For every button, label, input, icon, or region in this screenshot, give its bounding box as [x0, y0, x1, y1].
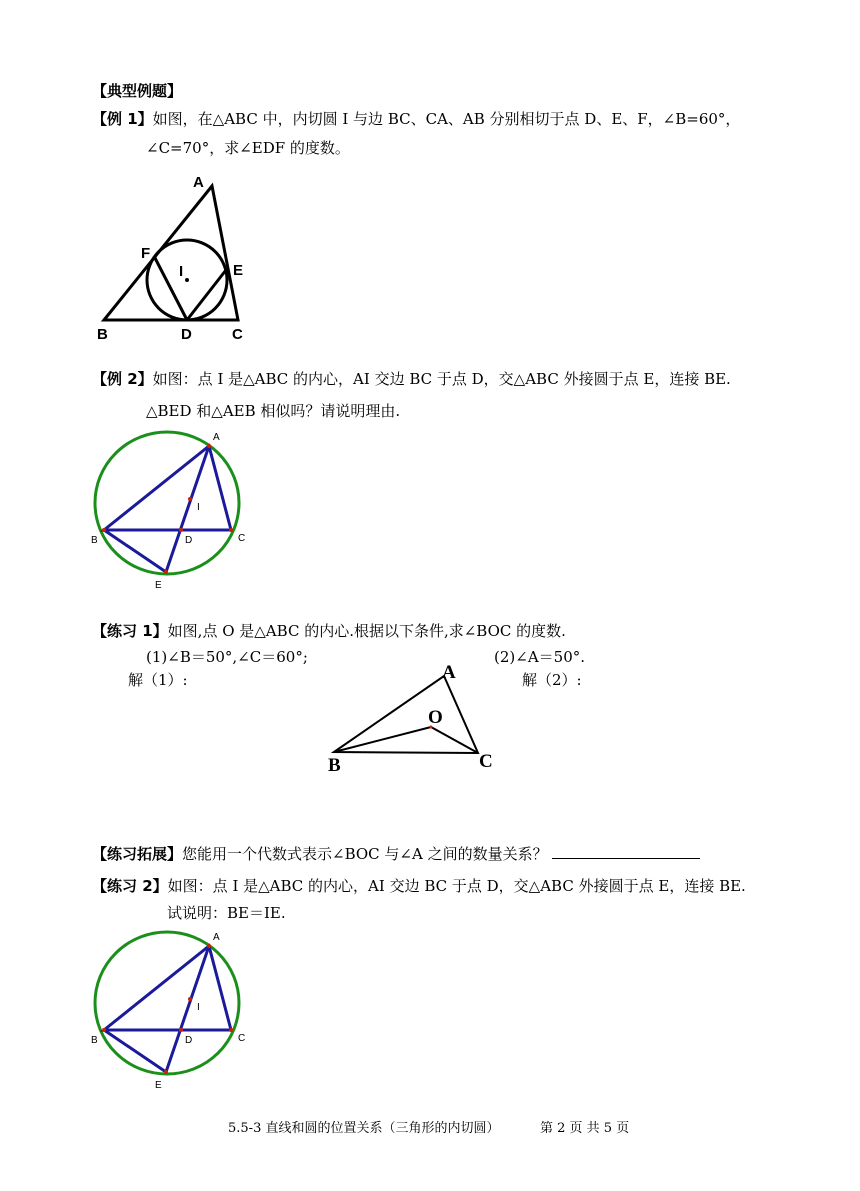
circumcircle — [95, 932, 239, 1074]
label-i: I — [197, 502, 200, 513]
label-c: C — [238, 533, 246, 544]
point-d — [179, 1028, 183, 1032]
point-b — [102, 1028, 106, 1032]
example1-tag: 【例 1】 — [92, 110, 153, 128]
label-d: D — [185, 1035, 193, 1046]
section-title: 【典型例题】 — [92, 82, 183, 100]
label-e: E — [233, 262, 244, 279]
label-d: D — [181, 326, 192, 343]
label-e: E — [155, 580, 162, 591]
point-i — [188, 997, 192, 1001]
example2-line2: △BED 和△AEB 相似吗？请说明理由. — [146, 402, 401, 420]
point-e — [164, 1070, 168, 1074]
label-a: A — [193, 174, 204, 191]
example2-tag: 【例 2】 — [92, 370, 153, 388]
label-c: C — [232, 326, 243, 343]
practice-ext-text: 您能用一个代数式表示∠BOC 与∠A 之间的数量关系？ — [182, 845, 548, 863]
label-c: C — [479, 751, 493, 772]
label-f: F — [141, 245, 151, 262]
practice1-cond2: (2)∠A＝50°. — [494, 648, 586, 666]
label-o: O — [428, 707, 443, 728]
practice2-text: 如图：点 I 是△ABC 的内心，AI 交边 BC 于点 D，交△ABC 外接圆于点 E，连接 BE. — [167, 877, 746, 895]
example1-line2: ∠C=70°，求∠EDF 的度数。 — [146, 139, 350, 157]
label-b: B — [91, 1035, 98, 1046]
practice1-sol1: 解（1）: — [128, 671, 188, 689]
practice1-cond1: (1)∠B＝50°,∠C＝60°; — [146, 648, 308, 666]
point-a — [207, 944, 211, 948]
practice2-line2: 试说明：BE＝IE. — [167, 904, 286, 922]
label-e: E — [155, 1080, 162, 1091]
label-d: D — [185, 535, 193, 546]
label-a: A — [213, 432, 220, 443]
label-a: A — [442, 662, 456, 683]
label-b: B — [97, 326, 108, 343]
practice1-text: 如图,点 O 是△ABC 的内心.根据以下条件,求∠BOC 的度数. — [167, 622, 566, 640]
label-b: B — [328, 755, 341, 776]
footer-page: 第 2 页 共 5 页 — [540, 1121, 630, 1136]
practice2-tag: 【练习 2】 — [92, 877, 168, 895]
label-c: C — [238, 1033, 246, 1044]
practice1-tag: 【练习 1】 — [92, 622, 168, 640]
practice1-sol2: 解（2）: — [522, 671, 582, 689]
example1-text: 如图，在△ABC 中，内切圆 I 与边 BC、CA、AB 分别相切于点 D、E、F，∠B=60°， — [152, 110, 741, 128]
footer-title: 5.5-3 直线和圆的位置关系（三角形的内切圆） — [228, 1121, 500, 1136]
triangle-abc — [104, 946, 231, 1030]
label-i: I — [197, 1002, 200, 1013]
point-c — [229, 1028, 233, 1032]
label-b: B — [91, 535, 98, 546]
example2-text: 如图：点 I 是△ABC 的内心，AI 交边 BC 于点 D，交△ABC 外接圆于点 E，连接 BE. — [152, 370, 731, 388]
label-i: I — [179, 263, 184, 280]
label-a: A — [213, 932, 220, 943]
practice-ext-tag: 【练习拓展】 — [92, 845, 183, 863]
